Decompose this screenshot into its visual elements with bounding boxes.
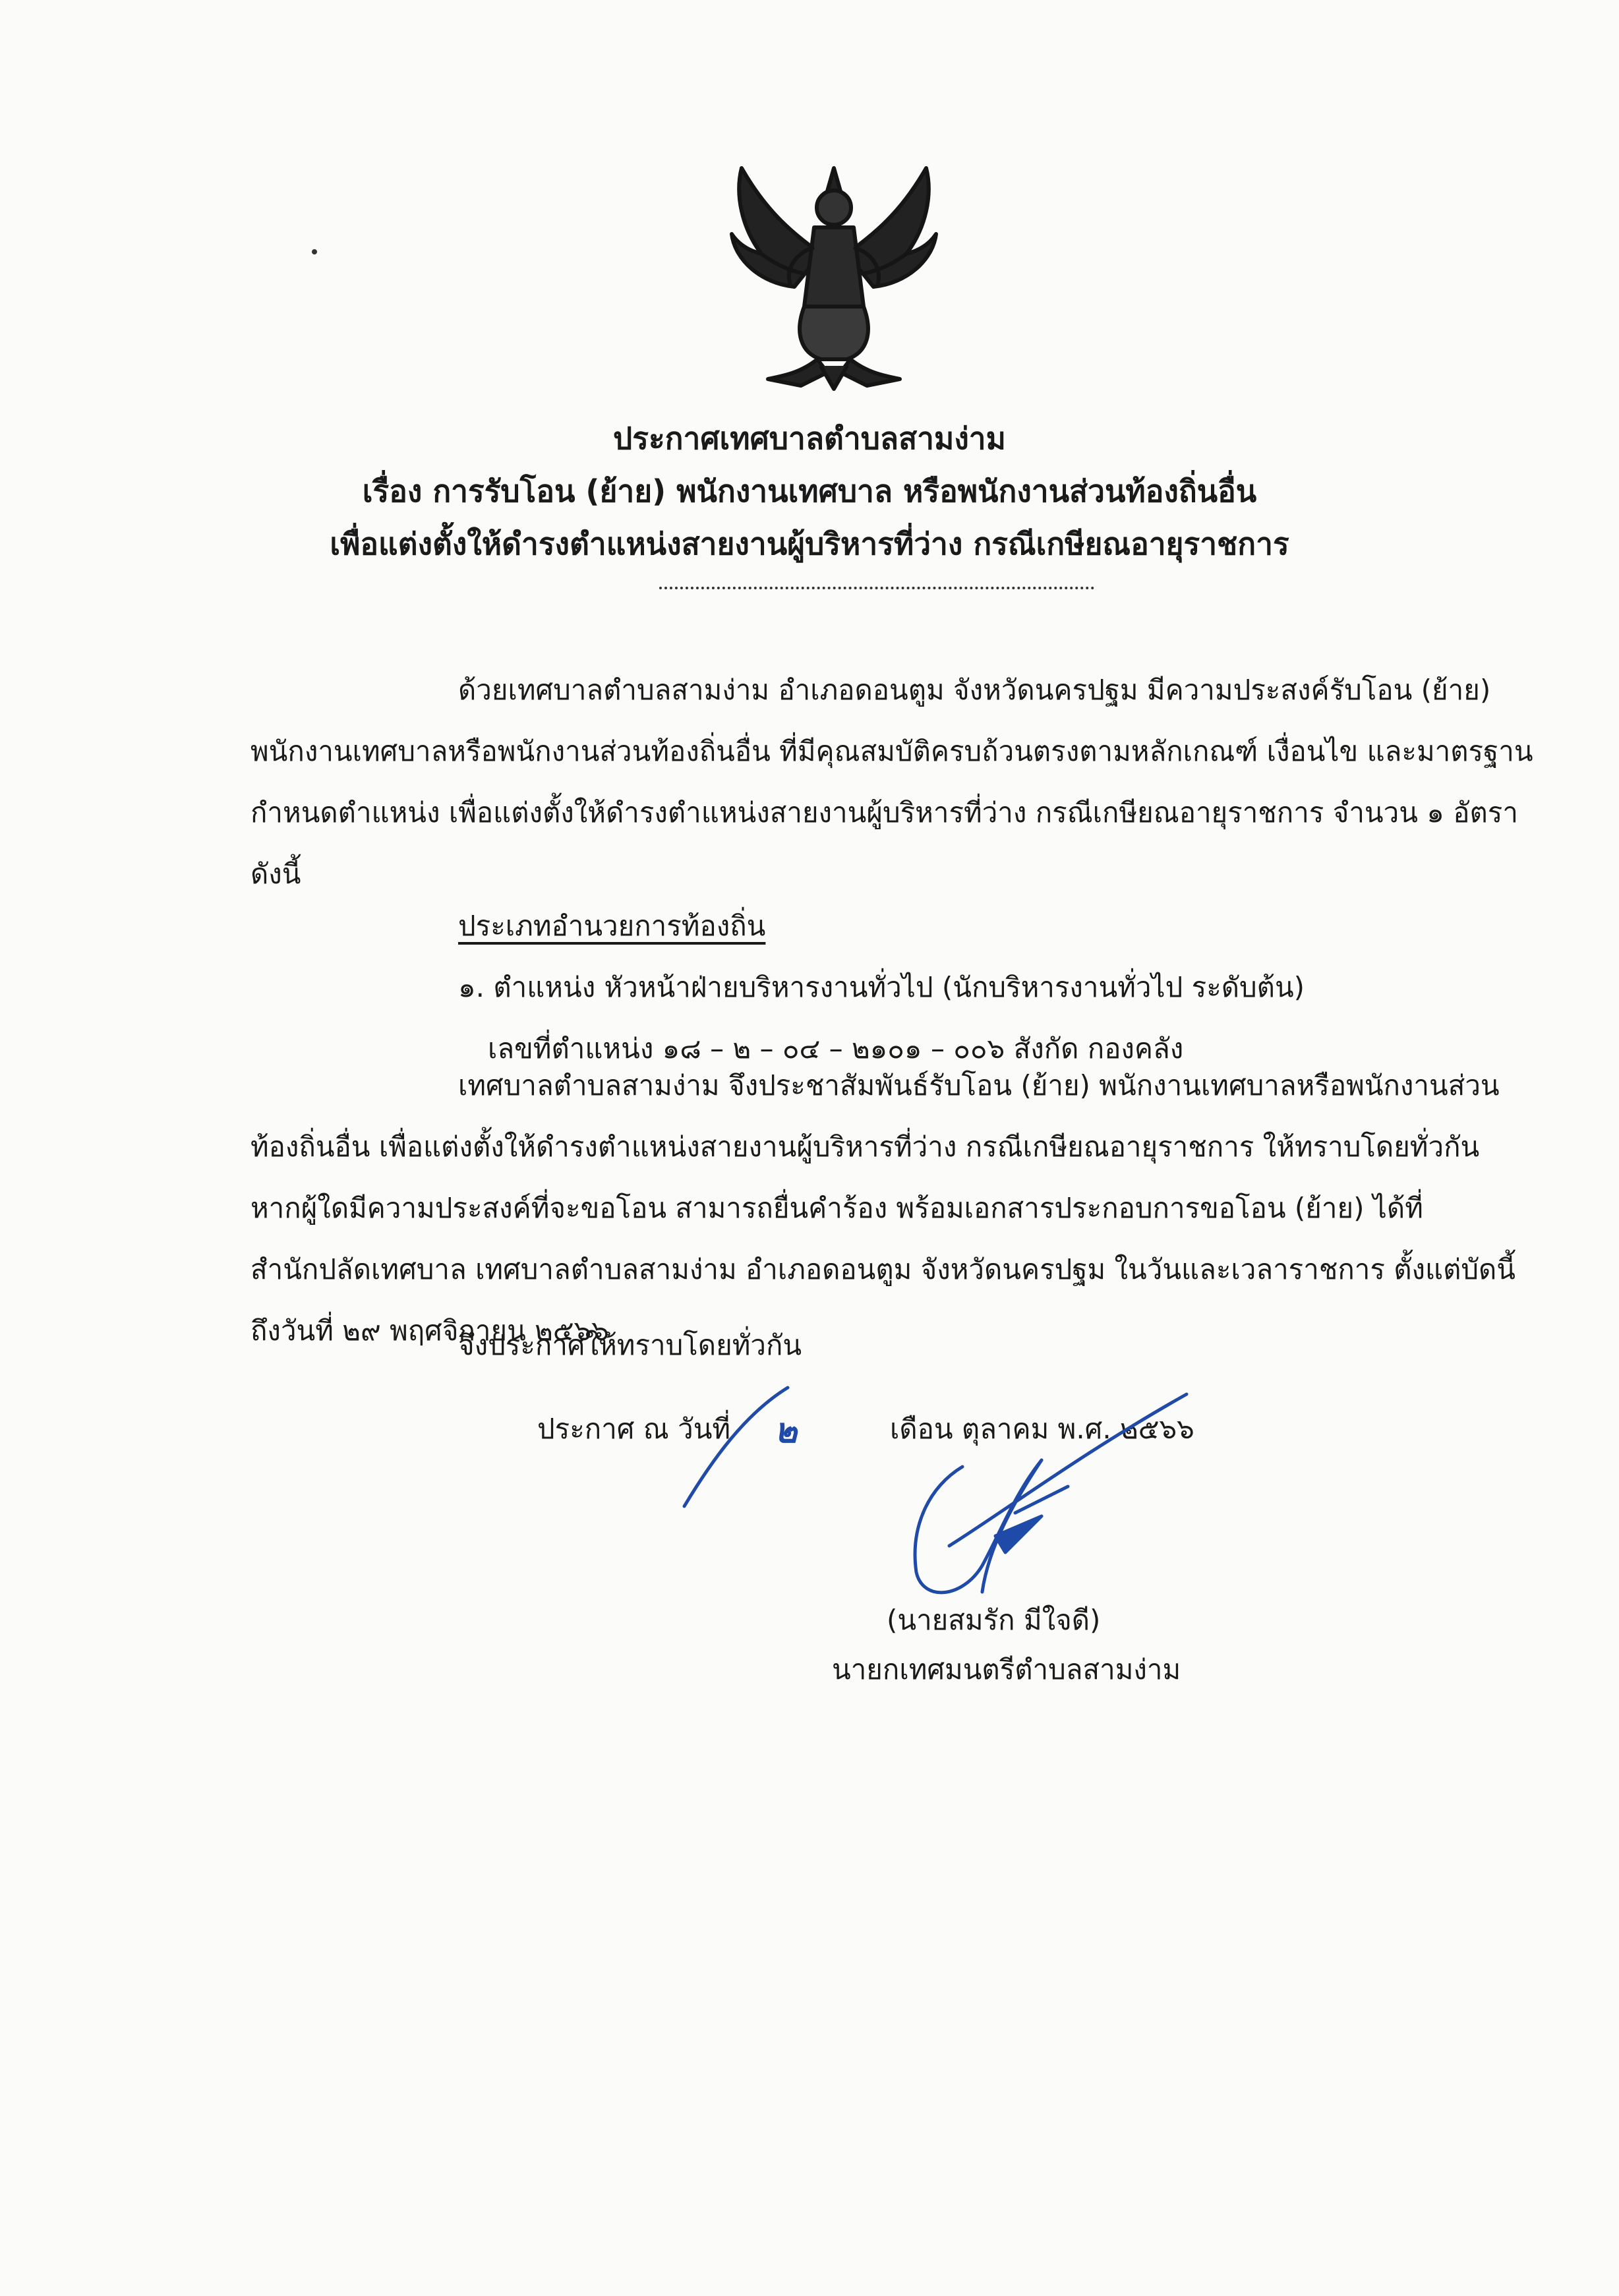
intro-line: ดังนี้ bbox=[250, 858, 301, 890]
announce-line: สำนักปลัดเทศบาล เทศบาลตำบลสามง่าม อำเภอดอนตูม จังหวัดนครปฐม ในวันและเวลาราชการ ตั้งแต่บัดนี้ bbox=[250, 1253, 1516, 1285]
announce-line: ท้องถิ่นอื่น เพื่อแต่งตั้งให้ดำรงตำแหน่งสายงานผู้บริหารที่ว่าง กรณีเกษียณอายุราชการ ให้ทราบโดยทั่วกัน bbox=[250, 1131, 1480, 1163]
position-section bbox=[250, 895, 1503, 1079]
category-heading: ประเภทอำนวยการท้องถิ่น bbox=[458, 910, 766, 942]
signer-name: (นายสมรัก มีใจดี) bbox=[887, 1604, 1101, 1636]
closing-text: จึงประกาศให้ทราบโดยทั่วกัน bbox=[458, 1329, 802, 1361]
announcement-heading bbox=[0, 412, 1619, 570]
garuda-emblem-icon bbox=[722, 155, 946, 392]
date-day-handwritten: ๒ bbox=[775, 1411, 798, 1451]
announce-line: เทศบาลตำบลสามง่าม จึงประชาสัมพันธ์รับโอน (ย้าย) พนักงานเทศบาลหรือพนักงานส่วน bbox=[458, 1069, 1500, 1102]
subject-line: เรื่อง การรับโอน (ย้าย) พนักงานเทศบาล หรือพนักงานส่วนท้องถิ่นอื่น bbox=[362, 473, 1257, 509]
date-prefix: ประกาศ ณ วันที่ bbox=[537, 1413, 731, 1445]
paper-speck bbox=[312, 249, 317, 254]
position-number: เลขที่ตำแหน่ง ๑๘ – ๒ – ๐๔ – ๒๑๐๑ – ๐๐๖ สังกัด กองคลัง bbox=[488, 1032, 1184, 1065]
subject-line-2: เพื่อแต่งตั้งให้ดำรงตำแหน่งสายงานผู้บริหารที่ว่าง กรณีเกษียณอายุราชการ bbox=[330, 526, 1289, 562]
date-month-year: เดือน ตุลาคม พ.ศ. ๒๕๖๖ bbox=[890, 1413, 1194, 1445]
page-title: ประกาศเทศบาลตำบลสามง่าม bbox=[613, 421, 1006, 456]
intro-line: กำหนดตำแหน่ง เพื่อแต่งตั้งให้ดำรงตำแหน่งสายงานผู้บริหารที่ว่าง กรณีเกษียณอายุราชการ จำนวน ๑ อัตรา bbox=[250, 796, 1518, 829]
announce-line: หากผู้ใดมีความประสงค์ที่จะขอโอน สามารถยื่นคำร้อง พร้อมเอกสารประกอบการขอโอน (ย้าย) ได้ที่ bbox=[250, 1192, 1423, 1224]
intro-line: พนักงานเทศบาลหรือพนักงานส่วนท้องถิ่นอื่น ที่มีคุณสมบัติครบถ้วนตรงตามหลักเกณฑ์ เงื่อนไข และมาตรฐาน bbox=[250, 735, 1533, 767]
announce-paragraph bbox=[250, 1055, 1516, 1361]
signature-mark bbox=[672, 1381, 1213, 1618]
intro-line: ด้วยเทศบาลตำบลสามง่าม อำเภอดอนตูม จังหวัดนครปฐม มีความประสงค์รับโอน (ย้าย) bbox=[458, 674, 1491, 706]
title-separator bbox=[659, 587, 1094, 589]
signer-title: นายกเทศมนตรีตำบลสามง่าม bbox=[832, 1653, 1181, 1686]
position-item: ๑. ตำแหน่ง หัวหน้าฝ่ายบริหารงานทั่วไป (นักบริหารงานทั่วไป ระดับต้น) bbox=[458, 971, 1305, 1003]
intro-paragraph bbox=[250, 659, 1533, 904]
announce-line: ถึงวันที่ ๒๙ พฤศจิกายน ๒๕๖๖ bbox=[250, 1314, 609, 1347]
